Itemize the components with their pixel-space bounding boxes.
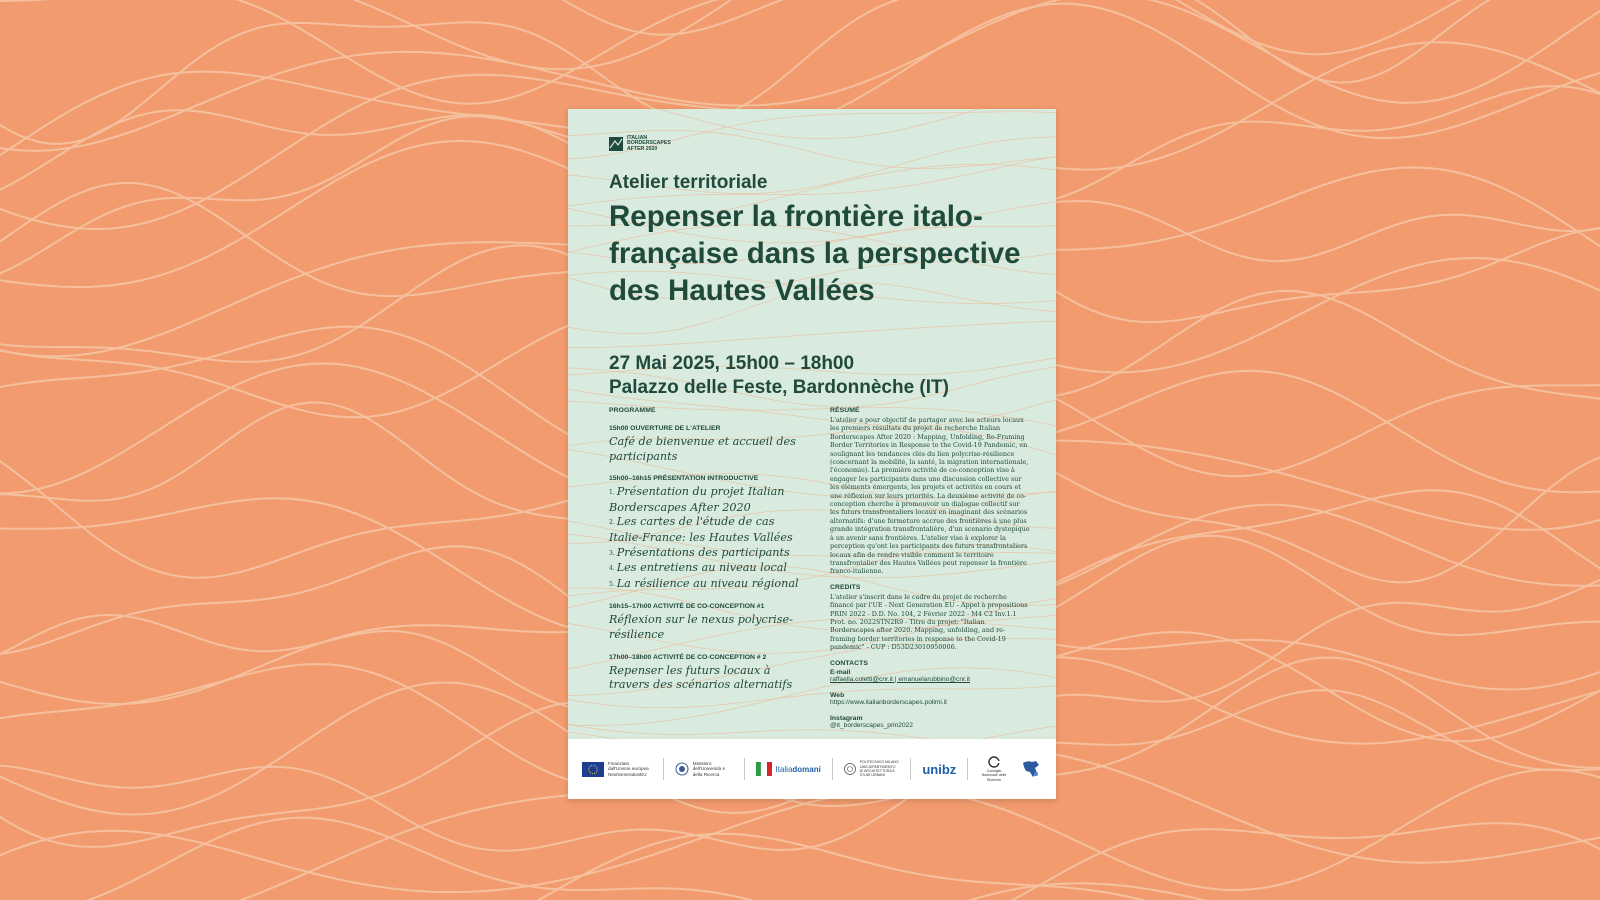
italiadomani-logo: Italiadomani — [756, 762, 821, 776]
list-item: 3. Présentations des participants — [609, 545, 790, 559]
web-label: Web — [830, 691, 845, 699]
divider — [910, 758, 911, 780]
slot-time: 15h00 OUVERTURE DE L'ATELIER — [609, 425, 721, 432]
instagram-label: Instagram — [830, 715, 863, 723]
map-logo-icon — [1020, 759, 1042, 779]
slot-time: 15h00–16h15 PRÉSENTATION INTRODUCTIVE — [609, 475, 759, 483]
programme-heading: PROGRAMME — [609, 407, 656, 414]
credits-text: L'atelier s'inscrit dans le cadre du projet de recherche financé par l'UE - Next Generation EU - Appel à propositions PRIN 2022 - D.D. No. 104, 2 Février 2022 - M4 C2 Inv.1.1 Prot. no. 2022STN2R9 - Titre du projet: "Italian Borderscapes after 2020. Mapping, unfolding, and re-framing border territories in response to the Covid-19 pandemic" - CUP : D53D23010950006. — [830, 592, 1028, 652]
cnr-logo: Consiglio Nazionale delle Ricerche — [979, 756, 1009, 782]
slot-item: Café de bienvenue et accueil des participants — [609, 435, 796, 463]
programme-column — [609, 407, 809, 693]
contour-line — [568, 731, 1056, 739]
project-logo — [609, 136, 687, 152]
credits-heading: CREDITS — [830, 583, 861, 591]
divider — [744, 758, 745, 780]
logo-text: ITALIAN BORDERSCAPES AFTER 2020 — [627, 135, 671, 152]
polimi-seal-icon — [844, 763, 856, 775]
resume-heading: RÉSUMÉ — [830, 407, 860, 414]
email-links[interactable]: raffaella.coletti@cnr.it | emanuelarubbino@cnr.it — [830, 675, 970, 683]
slot-time: 16h15–17h00 ACTIVITÉ DE CO-CONCEPTION #1 — [609, 603, 765, 611]
event-kicker: Atelier territoriale — [609, 172, 768, 193]
event-title: Repenser la frontière italo-française dans la perspective des Hautes Vallées — [609, 200, 1021, 307]
contour-line — [568, 321, 1056, 348]
mur-logo: Ministero dell'Università e della Ricerca — [675, 761, 733, 777]
instagram-handle[interactable]: @it_borderscapes_prin2022 — [830, 722, 913, 730]
divider — [832, 758, 833, 780]
contour-line — [0, 818, 1600, 900]
event-poster — [568, 109, 1056, 799]
list-item: 4. Les entretiens au niveau local — [609, 561, 787, 575]
eu-flag-icon — [582, 762, 604, 777]
resume-text: L'atelier a pour objectif de partager avec les acteurs locaux les premiers résultats du projet de recherche Italian Borderscapes After 2020 : Mapping, Unfolding, Re-Framing Border Territories in Response to the Covid-19 Pandemic, en soulignant les tendances clés du lien polycrise-résilience (concernant la mobilité, la santé, la migration internationale, l'économie). La première activité de co-conception vise à engager les participants dans une discussion collective sur les éléments émergents, les projets et activités en cours et une réflexion sur leurs priorités. La deuxième activité de co-conception cherche à promouvoir un dialogue collectif sur les futurs transfrontaliers locaux en imaginant des scénarios alternatifs: d'une fermeture accrue des frontières à une plus grande intégration transfrontalière, d'un scenario dystopique à un avenir sans frontières. L'atelier vise à explorer la perception qu'ont les participants des futurs transfrontaliers locaux afin de rendre visible comment le territoire transfrontalier des Hautes Vallées peut repenser la frontière franco-italienne. — [830, 416, 1030, 576]
italy-flag-icon — [756, 762, 772, 776]
event-venue: Palazzo delle Feste, Bardonnèche (IT) — [609, 377, 949, 398]
slot-item: Repenser les futurs locaux à travers des scénarios alternatifs — [609, 663, 793, 692]
contour-line — [0, 883, 1600, 900]
contacts-heading: CONTACTS — [830, 659, 869, 667]
slot-item: Réflexion sur le nexus polycrise-résilience — [609, 613, 793, 641]
list-item: 5. La résilience au niveau régional — [609, 576, 799, 590]
slot-time: 17h00–18h00 ACTIVITÉ DE CO-CONCEPTION # 2 — [609, 653, 767, 661]
divider — [967, 758, 968, 780]
event-date: 27 Mai 2025, 15h00 – 18h00 — [609, 353, 855, 374]
unibz-logo: unibz — [922, 761, 957, 777]
list-item: 1. Présentation du projet Italian Borderscapes After 2020 — [609, 485, 785, 514]
event-datetime-venue — [609, 352, 949, 400]
eu-logo: Finanziato dall'Unione europea NextGenerationEU — [582, 761, 652, 777]
polimi-logo: POLITECNICO MILANO 1863 DIPARTIMENTO DI ARCHITETTURA E STUDI URBANI — [844, 760, 900, 778]
sponsor-logos-bar — [568, 739, 1056, 799]
web-link[interactable]: https://www.italianborderscapes.polimi.it — [830, 698, 947, 706]
cnr-emblem-icon — [988, 756, 1000, 768]
mur-emblem-icon — [675, 762, 689, 776]
list-item: 2. Les cartes de l'étude de cas Italie-France: les Hautes Vallées — [609, 515, 793, 544]
contour-line — [0, 0, 1600, 35]
email-label: E-mail — [830, 668, 851, 676]
borderscapes-logo-icon — [609, 137, 623, 151]
divider — [663, 758, 664, 780]
contour-line — [0, 834, 1600, 900]
info-column — [830, 407, 1030, 731]
presentation-list — [609, 485, 809, 592]
